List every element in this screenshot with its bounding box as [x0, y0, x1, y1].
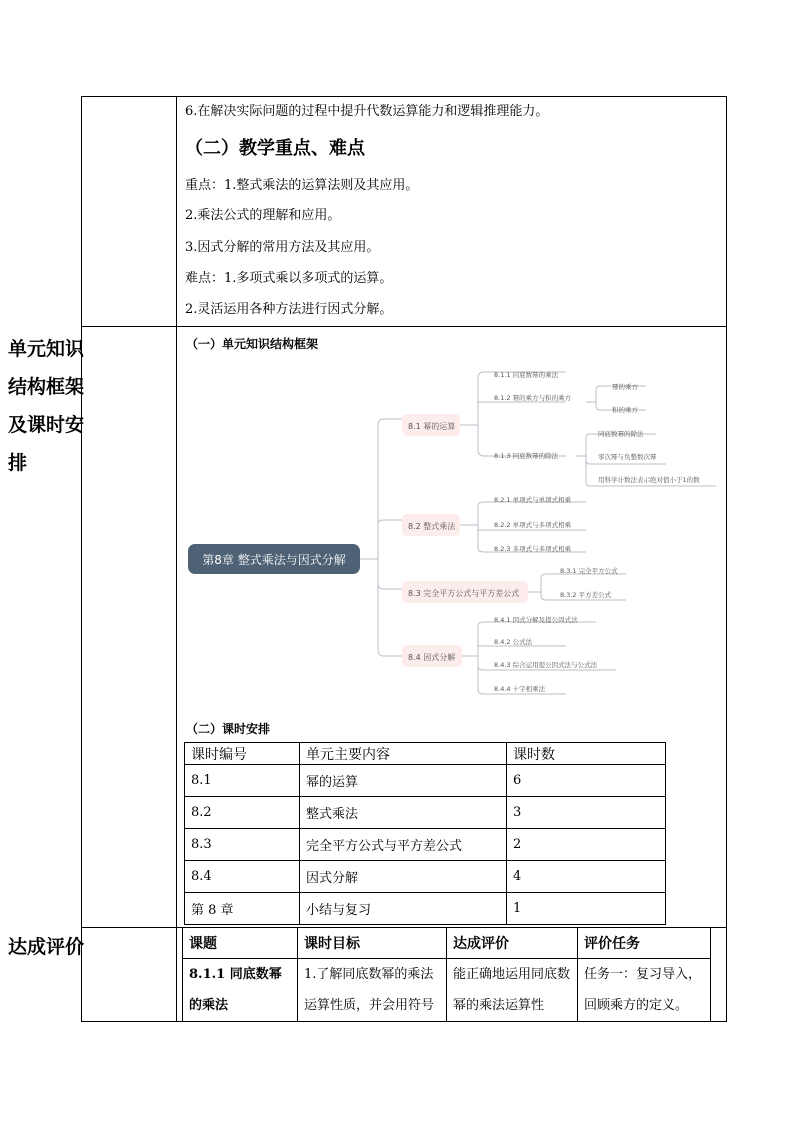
mindmap-branch-label: 8.4 因式分解 [408, 653, 456, 662]
schedule-header-row [185, 743, 666, 765]
evaluation-header-cell: 评价任务 [578, 928, 711, 959]
mindmap-leaf: 8.2.2 单项式与多项式相乘 [494, 521, 572, 529]
table-row [185, 765, 666, 797]
mindmap-leaf: 8.4.3 综合运用提公因式法与公式法 [494, 661, 598, 669]
mindmap-branch-label: 8.2 整式乘法 [408, 522, 456, 531]
schedule-cell: 因式分解 [300, 861, 507, 893]
row-divider-1 [82, 326, 726, 327]
evaluation-header-cell: 课题 [183, 928, 298, 959]
schedule-cell: 完全平方公式与平方差公式 [300, 829, 507, 861]
mindmap-leaf: 8.3.2 平方差公式 [560, 591, 612, 599]
mindmap-leaf: 8.1.1 同底数幂的乘法 [494, 371, 559, 379]
evaluation-header-cell: 课时目标 [298, 928, 447, 959]
schedule-cell: 整式乘法 [300, 797, 507, 829]
mindmap-leaf: 8.2.3 多项式与多项式相乘 [494, 545, 572, 553]
mindmap-leaf: 8.1.3 同底数幂的除法 [494, 452, 559, 460]
schedule-cell: 8.2 [185, 797, 300, 829]
structure-section-label: 单元知识结构框架及课时安排 [8, 338, 85, 474]
schedule-cell: 3 [507, 797, 666, 829]
evaluation-section-label: 达成评价 [8, 936, 85, 958]
mindmap-root-label: 第8章 整式乘法与因式分解 [202, 553, 346, 567]
schedule-cell: 2 [507, 829, 666, 861]
schedule-cell: 6 [507, 765, 666, 797]
difficulty-2: 2.灵活运用各种方法进行因式分解。 [185, 302, 393, 317]
knowledge-mindmap [186, 360, 726, 705]
evaluation-cell: 1.了解同底数幂的乘法运算性质，并会用符号 [298, 959, 447, 1022]
schedule-cell: 1 [507, 893, 666, 925]
schedule-cell: 4 [507, 861, 666, 893]
table-row [185, 893, 666, 925]
evaluation-table [182, 927, 711, 1022]
mindmap-leaf: 零次幂与负整数次幂 [598, 453, 657, 461]
evaluation-header-row [183, 928, 711, 959]
column-divider [176, 97, 177, 1021]
table-row [183, 959, 711, 1022]
schedule-cell: 8.4 [185, 861, 300, 893]
mindmap-leaf: 8.4.1 因式分解及提公因式法 [494, 616, 578, 624]
table-row [185, 797, 666, 829]
objective-6: 6.在解决实际问题的过程中提升代数运算能力和逻辑推理能力。 [185, 104, 549, 119]
schedule-cell: 8.1 [185, 765, 300, 797]
structure-subheading: （一）单元知识结构框架 [186, 337, 319, 351]
evaluation-cell: 8.1.1 同底数幂的乘法 [183, 959, 298, 1022]
schedule-cell: 第 8 章 [185, 893, 300, 925]
mindmap-branch-label: 8.1 幂的运算 [408, 422, 456, 431]
table-row [185, 829, 666, 861]
mindmap-leaf: 8.2.1 单项式与单项式相乘 [494, 496, 572, 504]
focus-1: 重点：1.整式乘法的运算法则及其应用。 [185, 178, 419, 193]
mindmap-leaf: 积的乘方 [612, 406, 638, 414]
mindmap-leaf: 同底数幂的除法 [598, 430, 644, 438]
schedule-cell: 小结与复习 [300, 893, 507, 925]
mindmap-leaf: 幂的乘方 [612, 383, 638, 391]
focus-2: 2.乘法公式的理解和应用。 [185, 208, 341, 223]
mindmap-leaf: 8.4.4 十字相乘法 [494, 685, 546, 693]
difficulty-1: 难点：1.多项式乘以多项式的运算。 [185, 271, 393, 286]
evaluation-cell: 任务一：复习导入，回顾乘方的定义。 [578, 959, 711, 1022]
table-row [185, 861, 666, 893]
schedule-table [184, 742, 666, 925]
schedule-header-cell: 单元主要内容 [300, 743, 507, 765]
mindmap-leaf: 8.3.1 完全平方公式 [560, 567, 618, 575]
schedule-header-cell: 课时编号 [185, 743, 300, 765]
mindmap-leaf: 8.4.2 公式法 [494, 638, 533, 646]
mindmap-leaf: 8.1.2 幂的乘方与积的乘方 [494, 394, 572, 402]
evaluation-header-cell: 达成评价 [447, 928, 578, 959]
schedule-cell: 幂的运算 [300, 765, 507, 797]
schedule-header-cell: 课时数 [507, 743, 666, 765]
schedule-subheading: （二）课时安排 [186, 722, 271, 736]
mindmap-branch-label: 8.3 完全平方公式与平方差公式 [408, 589, 520, 598]
schedule-cell: 8.3 [185, 829, 300, 861]
mindmap-leaf: 用科学计数法表示绝对值小于1的数 [598, 476, 700, 484]
focus-3: 3.因式分解的常用方法及其应用。 [185, 240, 380, 255]
evaluation-cell: 能正确地运用同底数幂的乘法运算性 [447, 959, 578, 1022]
section-heading: （二）教学重点、难点 [185, 138, 365, 159]
